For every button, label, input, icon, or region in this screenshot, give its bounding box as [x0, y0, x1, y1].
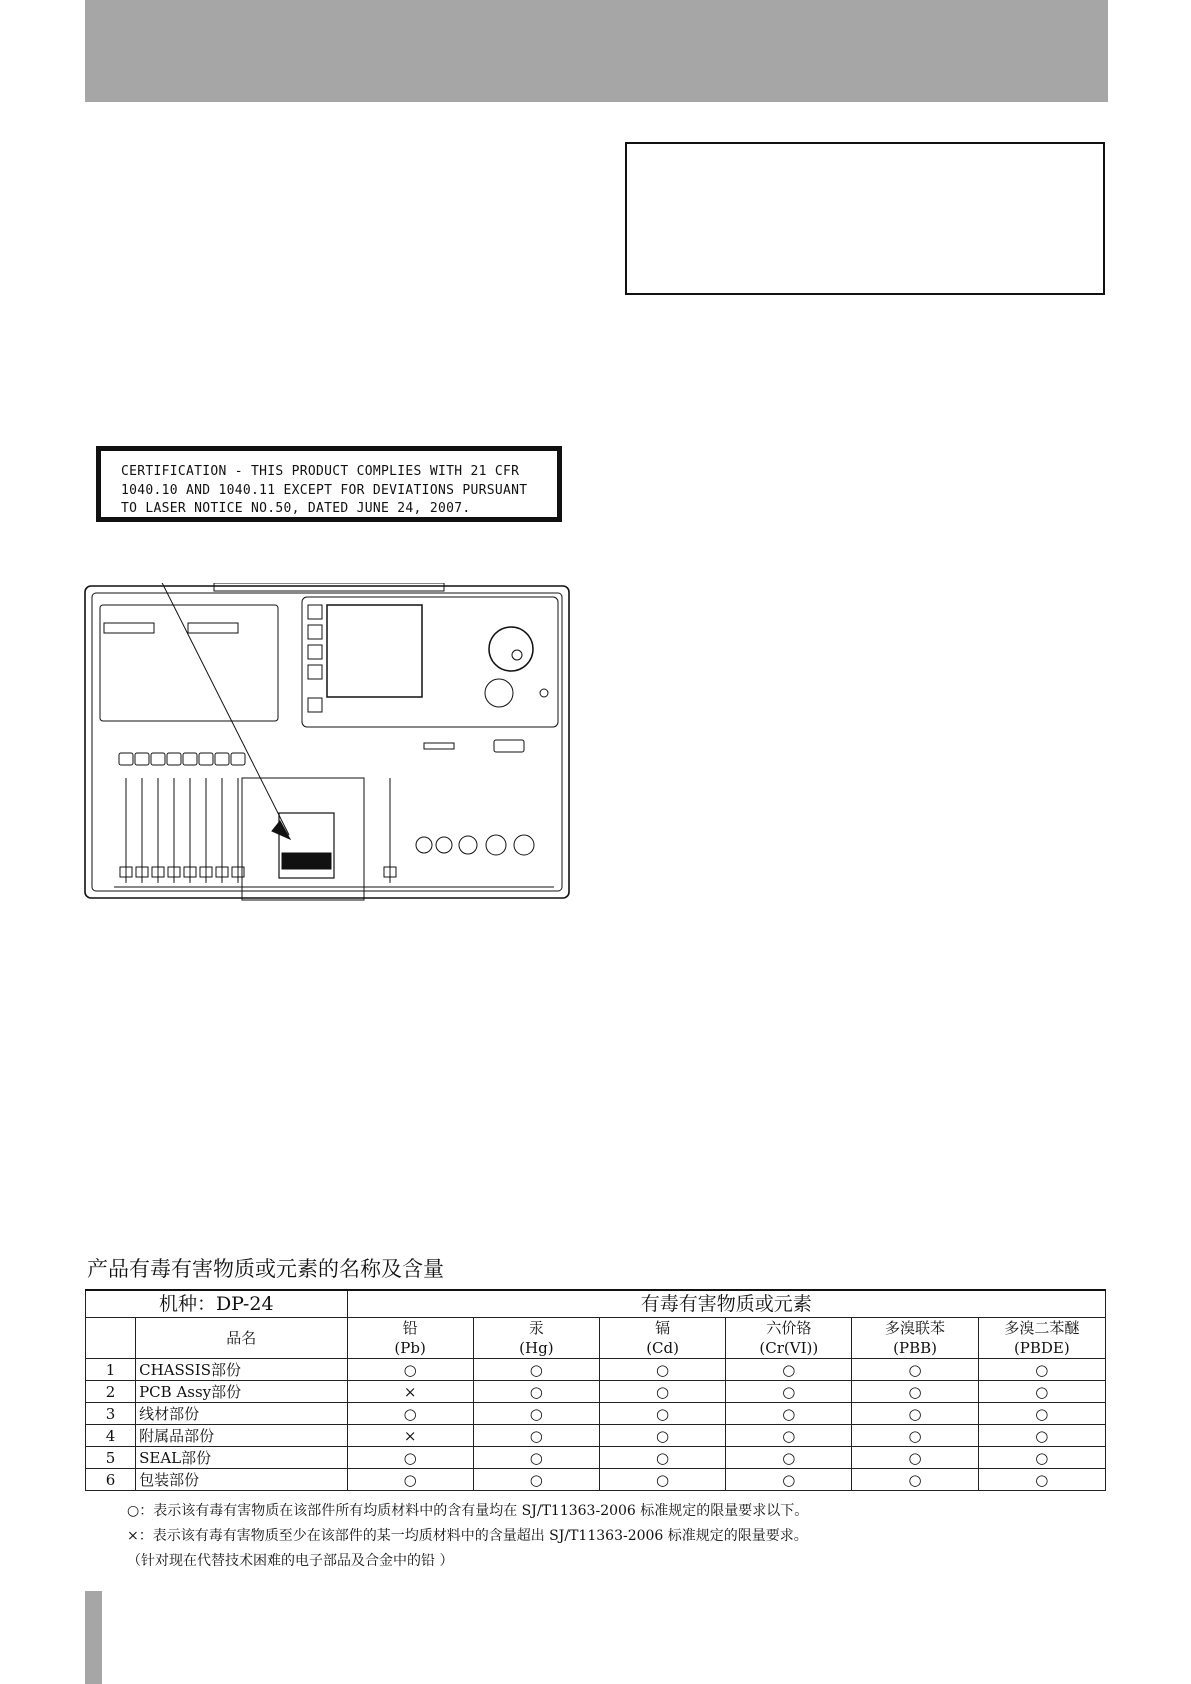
part-name: CHASSIS部份: [136, 1359, 347, 1381]
table-notes: [127, 1499, 808, 1574]
mark-cell: ○: [978, 1425, 1105, 1447]
page-side-bar: [85, 1591, 102, 1684]
substance-symbol: (Cr(VI)): [759, 1339, 819, 1357]
certification-label: [96, 446, 562, 522]
mark-cell: ○: [978, 1469, 1105, 1491]
hazardous-substances-table: [85, 1289, 1106, 1491]
part-name: 附属品部份: [136, 1425, 347, 1447]
mark-cell: ○: [726, 1381, 852, 1403]
mark-cell: ○: [852, 1359, 978, 1381]
certification-line: 1040.10 AND 1040.11 EXCEPT FOR DEVIATIONS PURSUANT: [121, 482, 528, 498]
row-number: 2: [86, 1381, 136, 1403]
mark-cell: ○: [852, 1381, 978, 1403]
mark-cell: ○: [347, 1359, 473, 1381]
table-row: [86, 1469, 1106, 1491]
mark-cell: ○: [852, 1447, 978, 1469]
part-name-header: 品名: [136, 1318, 347, 1359]
substance-name: 镉: [655, 1319, 671, 1337]
mark-cell: ○: [347, 1403, 473, 1425]
mark-cell: ×: [347, 1381, 473, 1403]
mark-cell: ○: [726, 1403, 852, 1425]
mark-cell: ○: [978, 1447, 1105, 1469]
substance-header-crvi: [726, 1318, 852, 1359]
part-name: SEAL部份: [136, 1447, 347, 1469]
table-row: [86, 1447, 1106, 1469]
row-number: 1: [86, 1359, 136, 1381]
substance-name: 多溴二苯醚: [1004, 1319, 1080, 1337]
mark-cell: ○: [978, 1359, 1105, 1381]
mark-cell: ○: [473, 1469, 599, 1491]
certification-line: CERTIFICATION - THIS PRODUCT COMPLIES WITH 21 CFR: [121, 464, 520, 479]
row-number: 6: [86, 1469, 136, 1491]
mark-cell: ○: [726, 1447, 852, 1469]
mark-cell: ○: [473, 1425, 599, 1447]
substance-symbol: (Hg): [519, 1339, 554, 1357]
empty-frame-box: [625, 142, 1105, 295]
part-name: 包装部份: [136, 1469, 347, 1491]
substance-symbol: (PBB): [893, 1339, 937, 1357]
mark-cell: ○: [726, 1359, 852, 1381]
mark-cell: ○: [599, 1359, 725, 1381]
substance-name: 多溴联苯: [885, 1319, 946, 1337]
mark-cell: ○: [473, 1403, 599, 1425]
number-header-cell: [86, 1318, 136, 1359]
row-number: 5: [86, 1447, 136, 1469]
substance-header-hg: [473, 1318, 599, 1359]
substance-header-pbb: [852, 1318, 978, 1359]
mark-cell: ○: [852, 1425, 978, 1447]
substance-name: 铅: [402, 1319, 418, 1337]
substance-symbol: (Pb): [394, 1339, 426, 1357]
substance-header-cd: [599, 1318, 725, 1359]
model-label: 机种：DP-24: [86, 1290, 348, 1318]
mark-cell: ○: [347, 1469, 473, 1491]
note-line: ×：表示该有毒有害物质至少在该部件的某一均质材料中的含量超出 SJ/T11363-2006 标准规定的限量要求。: [127, 1528, 808, 1544]
mark-cell: ○: [726, 1469, 852, 1491]
group-header: 有毒有害物质或元素: [347, 1290, 1106, 1318]
substance-header-pb: [347, 1318, 473, 1359]
mark-cell: ○: [599, 1447, 725, 1469]
mark-cell: ○: [473, 1447, 599, 1469]
device-top-panel-drawing: [84, 583, 584, 903]
header-bar: [85, 0, 1108, 102]
mark-cell: ○: [852, 1469, 978, 1491]
mark-cell: ○: [599, 1381, 725, 1403]
mark-cell: ○: [473, 1359, 599, 1381]
substance-symbol: (Cd): [646, 1339, 679, 1357]
row-number: 3: [86, 1403, 136, 1425]
table-row: [86, 1403, 1106, 1425]
substance-name: 汞: [528, 1319, 544, 1337]
mark-cell: ○: [978, 1403, 1105, 1425]
note-line: ○：表示该有毒有害物质在该部件所有均质材料中的含有量均在 SJ/T11363-2006 标准规定的限量要求以下。: [127, 1503, 809, 1519]
mark-cell: ○: [599, 1425, 725, 1447]
mark-cell: ×: [347, 1425, 473, 1447]
mark-cell: ○: [599, 1469, 725, 1491]
mark-cell: ○: [347, 1447, 473, 1469]
substance-header-pbde: [978, 1318, 1105, 1359]
substance-symbol: (PBDE): [1013, 1339, 1070, 1357]
mark-cell: ○: [726, 1425, 852, 1447]
table-row: [86, 1381, 1106, 1403]
hazard-table-title: 产品有毒有害物质或元素的名称及含量: [87, 1257, 444, 1281]
mark-cell: ○: [852, 1403, 978, 1425]
part-name: PCB Assy部份: [136, 1381, 347, 1403]
mark-cell: ○: [599, 1403, 725, 1425]
note-line: （针对现在代替技术困难的电子部品及合金中的铅 ）: [127, 1553, 454, 1569]
table-row: [86, 1425, 1106, 1447]
table-row: [86, 1359, 1106, 1381]
substance-name: 六价铬: [766, 1319, 812, 1337]
row-number: 4: [86, 1425, 136, 1447]
mark-cell: ○: [473, 1381, 599, 1403]
part-name: 线材部份: [136, 1403, 347, 1425]
mark-cell: ○: [978, 1381, 1105, 1403]
certification-line: TO LASER NOTICE NO.50, DATED JUNE 24, 2007.: [121, 501, 471, 516]
